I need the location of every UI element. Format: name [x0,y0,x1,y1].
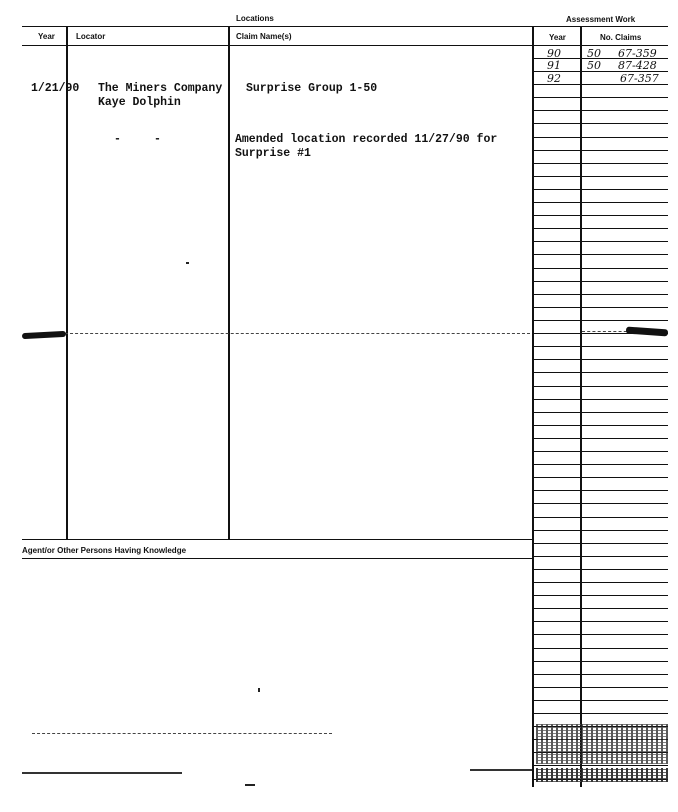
stray-mark [186,262,189,264]
assessment-row-rule [534,477,668,478]
locations-header: Locations [236,14,274,23]
stray-mark [245,784,255,786]
assessment-row-rule [534,674,668,675]
scan-noise-patch [536,724,668,764]
assessment-row-rule [534,438,668,439]
entry-amendment-line1: Amended location recorded 11/27/90 for [235,133,498,146]
top-rule [22,26,668,27]
stray-mark [258,688,260,692]
fold-line-right [582,331,632,333]
assessment-row-rule [534,320,668,321]
assessment-row-rule [534,215,668,216]
aw-year-column-header: Year [549,33,566,42]
assessment-row-rule [534,150,668,151]
assessment-row-rule [534,700,668,701]
assessment-row-rule [534,241,668,242]
column-header-rule [22,45,668,46]
agent-section-rule [22,558,534,559]
claim-names-column-header: Claim Name(s) [236,32,292,41]
assessment-row-rule [534,176,668,177]
entry-amendment-line2: Surprise #1 [235,147,311,160]
aw-row-year: 92 [547,72,561,85]
assessment-row-rule [534,189,668,190]
assessment-row-rule [534,254,668,255]
aw-row-year: 90 [547,47,561,60]
assessment-row-rule [534,425,668,426]
locator-column-header: Locator [76,32,106,41]
entry-date: 1/21/90 [31,82,80,95]
assessment-row-rule [534,687,668,688]
entry-locator-line2: Kaye Dolphin [98,96,181,109]
fold-line [60,333,530,335]
entry-locator-line1: The Miners Company [98,82,223,95]
assessment-row-rule [534,412,668,413]
assessment-row-rule [534,503,668,504]
assessment-row-rule [534,123,668,124]
assessment-row-rule [534,451,668,452]
bottom-scan-bar-right [470,769,532,771]
assessment-row-rule [534,543,668,544]
assessment-row-rule [534,464,668,465]
assessment-row-rule [534,359,668,360]
assessment-row-rule [534,228,668,229]
agent-section-label: Agent/or Other Persons Having Knowledge [22,546,187,555]
assessment-work-header: Assessment Work [566,15,636,24]
assessment-row-rule [534,713,668,714]
assessment-row-rule [534,530,668,531]
assessment-row-rule [534,621,668,622]
assessment-row-rule [534,372,668,373]
assessment-row-rule [534,268,668,269]
assessment-row-rule [534,399,668,400]
bottom-scan-streak [32,733,332,735]
claim-column-divider [228,27,230,539]
assessment-row-rule [534,163,668,164]
punch-mark-right [626,327,668,337]
assessment-row-rule [534,765,668,766]
assessment-row-rule [534,97,668,98]
aw-row-count: 50 [587,47,601,60]
assessment-row-rule [534,386,668,387]
assessment-row-rule [534,634,668,635]
punch-mark-left [22,331,66,339]
assessment-row-rule [534,517,668,518]
assessment-row-rule [534,294,668,295]
bottom-scan-bar [22,772,182,774]
assessment-row-rule [534,569,668,570]
aw-row-count: 50 [587,59,601,72]
entry-claim-name: Surprise Group 1-50 [246,82,378,95]
locations-bottom-rule [22,539,534,540]
assessment-row-rule [534,307,668,308]
assessment-left-divider [532,27,534,787]
aw-row-year: 91 [547,59,561,72]
assessment-row-rule [534,281,668,282]
assessment-row-rule [534,595,668,596]
scan-noise-patch-bottom [536,768,668,782]
assessment-inner-divider [580,27,582,787]
aw-row-ref: 67-359 [618,47,657,60]
assessment-row-rule [534,608,668,609]
assessment-row-rule [534,582,668,583]
assessment-row-rule [534,490,668,491]
entry-dash-2: - [154,133,161,146]
locator-column-divider [66,27,68,539]
year-column-header: Year [38,32,55,41]
aw-no-claims-column-header: No. Claims [600,33,642,42]
assessment-row-rule [534,346,668,347]
assessment-row-rule [534,137,668,138]
assessment-row-rule [534,110,668,111]
assessment-row-rule [534,648,668,649]
aw-row-ref: 87-428 [618,59,657,72]
assessment-row-rule [534,202,668,203]
entry-dash-1: - [114,133,121,146]
assessment-row-rule [534,556,668,557]
aw-row-ref: 67-357 [620,72,659,85]
assessment-row-rule [534,661,668,662]
